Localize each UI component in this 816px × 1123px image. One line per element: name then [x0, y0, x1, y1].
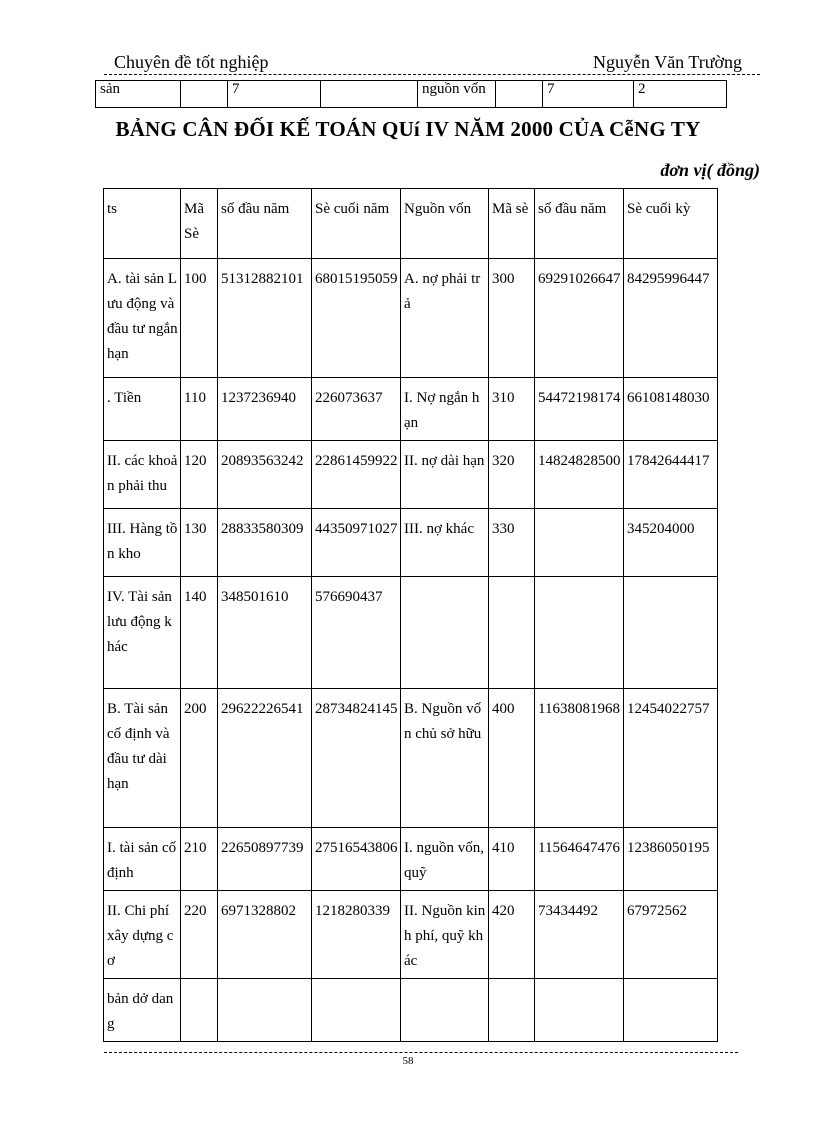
table-cell: 300: [489, 259, 535, 378]
table-cell: [624, 979, 718, 1042]
column-header: Nguồn vốn: [401, 189, 489, 259]
table-cell: 348501610: [218, 577, 312, 689]
table-cell: III. nợ khác: [401, 509, 489, 577]
table-cell: [181, 979, 218, 1042]
table-cell: [321, 81, 418, 108]
table-cell: 29622226541: [218, 689, 312, 828]
table-cell: [218, 979, 312, 1042]
table-cell: 27516543806: [312, 828, 401, 891]
column-header: Mã sè: [489, 189, 535, 259]
continued-table-fragment: [95, 80, 727, 108]
table-cell: 2: [634, 81, 727, 108]
table-row: [96, 81, 727, 108]
column-header: Sè cuối năm: [312, 189, 401, 259]
table-cell: 320: [489, 441, 535, 509]
table-cell: 7: [543, 81, 634, 108]
table-cell: 140: [181, 577, 218, 689]
table-cell: [489, 577, 535, 689]
table-cell: A. nợ phải trả: [401, 259, 489, 378]
table-cell: 226073637: [312, 378, 401, 441]
balance-sheet-table: [103, 188, 718, 1042]
table-cell: B. Tài sản cố định và đầu tư dài hạn: [104, 689, 181, 828]
table-cell: 400: [489, 689, 535, 828]
table-cell: IV. Tài sản lưu động khác: [104, 577, 181, 689]
table-cell: sản: [96, 81, 181, 108]
table-cell: B. Nguồn vốn chủ sở hữu: [401, 689, 489, 828]
table-cell: nguồn vốn: [418, 81, 496, 108]
table-row: [104, 577, 718, 689]
table-row: [104, 891, 718, 979]
table-cell: 84295996447: [624, 259, 718, 378]
table-cell: 73434492: [535, 891, 624, 979]
table-cell: 67972562: [624, 891, 718, 979]
column-header: ts: [104, 189, 181, 259]
table-cell: 14824828500: [535, 441, 624, 509]
table-cell: 130: [181, 509, 218, 577]
table-cell: 68015195059: [312, 259, 401, 378]
table-cell: 200: [181, 689, 218, 828]
table-cell: 28833580309: [218, 509, 312, 577]
table-cell: [312, 979, 401, 1042]
table-row: [104, 509, 718, 577]
table-row: [104, 689, 718, 828]
table-cell: 576690437: [312, 577, 401, 689]
page-header: [104, 52, 760, 76]
table-cell: 12454022757: [624, 689, 718, 828]
table-cell: [181, 81, 228, 108]
table-cell: II. Chi phí xây dựng cơ: [104, 891, 181, 979]
table-cell: [489, 979, 535, 1042]
table-cell: I. tài sản cố định: [104, 828, 181, 891]
column-header: số đầu năm: [218, 189, 312, 259]
table-cell: 69291026647: [535, 259, 624, 378]
table-cell: [496, 81, 543, 108]
table-cell: III. Hàng tồn kho: [104, 509, 181, 577]
table-cell: II. nợ dài hạn: [401, 441, 489, 509]
table-cell: 1218280339: [312, 891, 401, 979]
table-cell: 54472198174: [535, 378, 624, 441]
table-cell: I. Nợ ngắn hạn: [401, 378, 489, 441]
column-header: Mã Sè: [181, 189, 218, 259]
table-row: [104, 378, 718, 441]
table-cell: 44350971027: [312, 509, 401, 577]
table-cell: 22861459922: [312, 441, 401, 509]
page-title: BẢNG CÂN ĐỐI KẾ TOÁN QUí IV NĂM 2000 CỦA CễNG TY: [115, 117, 701, 141]
table-cell: 420: [489, 891, 535, 979]
table-cell: 120: [181, 441, 218, 509]
table-cell: 7: [228, 81, 321, 108]
table-cell: [535, 577, 624, 689]
table-row: [104, 828, 718, 891]
table-cell: 66108148030: [624, 378, 718, 441]
table-cell: I. nguồn vốn, quỹ: [401, 828, 489, 891]
table-cell: 11564647476: [535, 828, 624, 891]
table-cell: 210: [181, 828, 218, 891]
table-cell: 22650897739: [218, 828, 312, 891]
table-cell: 310: [489, 378, 535, 441]
unit-label: đơn vị( đồng): [660, 160, 760, 180]
table-cell: 6971328802: [218, 891, 312, 979]
page-number: 58: [402, 1055, 414, 1067]
table-row: [104, 441, 718, 509]
table-cell: 110: [181, 378, 218, 441]
table-cell: [535, 509, 624, 577]
table-cell: 345204000: [624, 509, 718, 577]
table-cell: II. các khoản phải thu: [104, 441, 181, 509]
table-cell: 1237236940: [218, 378, 312, 441]
table-row: [104, 259, 718, 378]
table-cell: [401, 577, 489, 689]
table-cell: [535, 979, 624, 1042]
table-row: [104, 979, 718, 1042]
table-cell: [624, 577, 718, 689]
table-cell: 20893563242: [218, 441, 312, 509]
table-cell: bản dở dang: [104, 979, 181, 1042]
column-header: Sè cuối kỳ: [624, 189, 718, 259]
table-cell: 330: [489, 509, 535, 577]
table-cell: [401, 979, 489, 1042]
table-cell: 410: [489, 828, 535, 891]
table-cell: II. Nguồn kinh phí, quỹ khác: [401, 891, 489, 979]
header-author: Nguyễn Văn Trường: [593, 52, 742, 72]
table-cell: 100: [181, 259, 218, 378]
table-cell: 51312882101: [218, 259, 312, 378]
header-divider: [104, 74, 760, 75]
table-header-row: [104, 189, 718, 259]
table-cell: 12386050195: [624, 828, 718, 891]
table-cell: A. tài sản Lưu động và đầu tư ngắn hạn: [104, 259, 181, 378]
column-header: số đầu năm: [535, 189, 624, 259]
table-cell: 28734824145: [312, 689, 401, 828]
table-cell: 17842644417: [624, 441, 718, 509]
table-cell: 11638081968: [535, 689, 624, 828]
table-cell: . Tiền: [104, 378, 181, 441]
table-cell: 220: [181, 891, 218, 979]
footer-divider: [104, 1052, 738, 1053]
header-document-type: Chuyên đề tốt nghiệp: [114, 52, 269, 72]
